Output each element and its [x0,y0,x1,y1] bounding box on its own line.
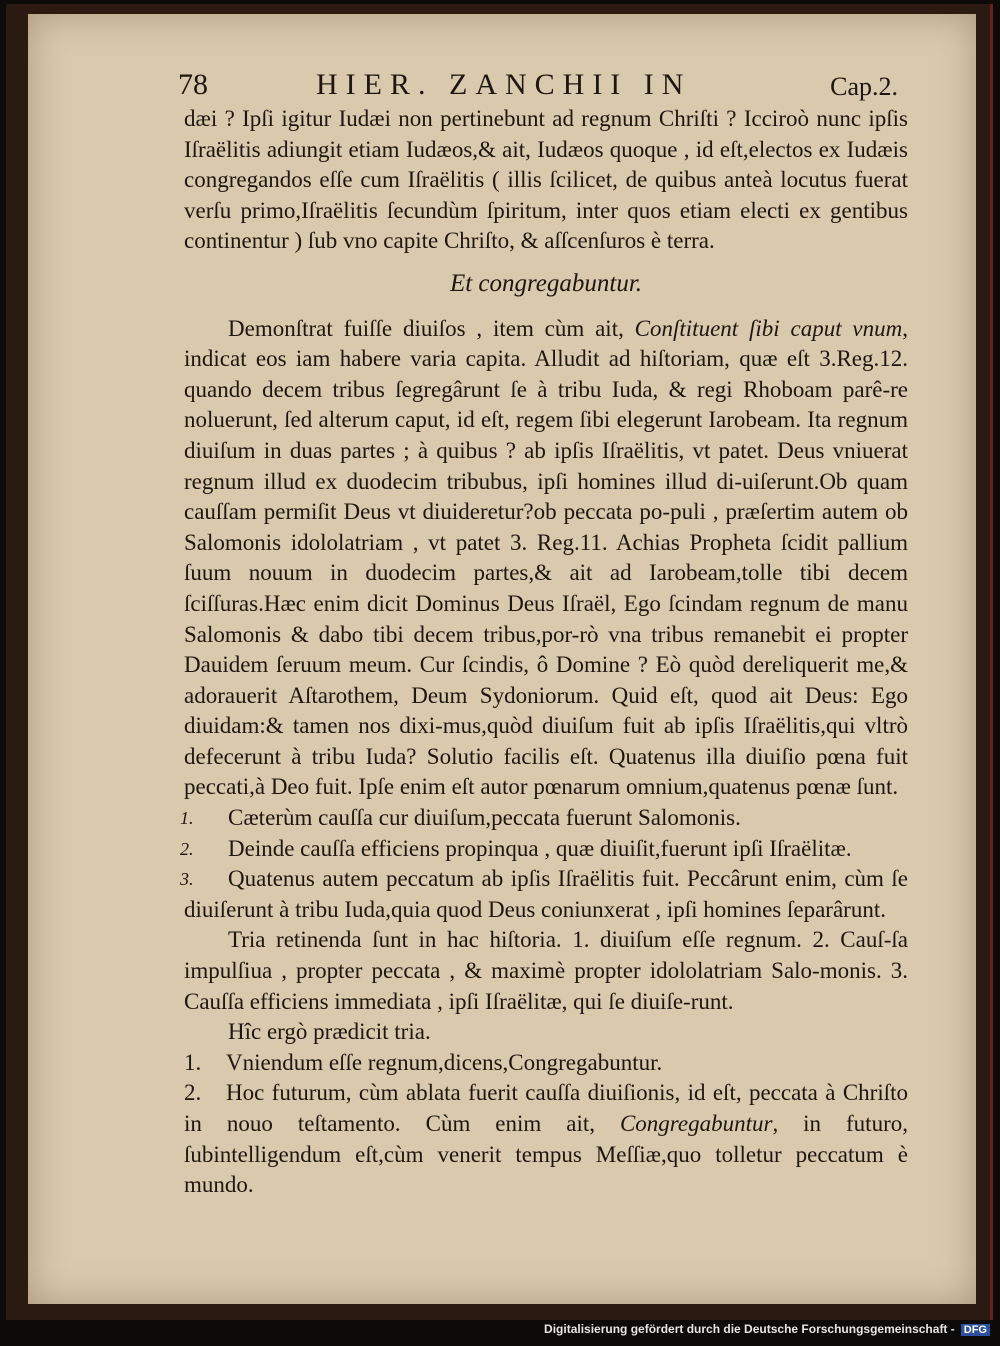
list-item-2 [184,1078,908,1200]
paragraph-2-text: Cæterùm cauſſa cur diuiſum,peccata fuerunt Salomonis. [228,805,741,831]
paragraph-1-rest: , indicat eos iam habere varia capita. Alludit ad hiſtoriam, quæ eſt 3.Reg.12. quando decem tribus ſegregârunt ſe à tribu Iuda, & regi Rhoboam parê-re noluerunt, ſed alterum caput, id eſt, regem ſibi elegerunt Iarobeam. Ita regnum diuiſum in duas partes ; à quibus ? ab ipſis Iſraëlitis, vt patet. Deus vniuerat regnum illud ex duodecim tribubus, ipſi homines illud di-uiſerunt.Ob quam cauſſam permiſit Deus vt diuideretur?ob peccata po-puli , præſertim autem ob Salomonis idololatriam , vt patet 3. Reg.11. Achias Propheta ſcidit pallium ſuum nouum in duodecim partes,& ait ad Iarobeam,tolle tibi decem ſciſſuras.Hæc enim dicit Dominus Deus Iſraël, Ego ſcindam regnum de manu Salomonis & dabo tibi decem tribus,por-rò vna tribus remanebit ei propter Dauidem ſeruum meum. Cur ſcindis, ô Domine ? Eò quòd dereliquerit me,& adorauerit Aſtarothem, Deum Sydoniorum. Quid eſt, quod ait Deus: Ego diuidam:& tamen nos dixi-mus,quòd diuiſum fuit ab ipſis Iſraëlitis,qui vltrò defecerunt à tribu Iuda? Solutio facilis eſt. Quatenus illa diuiſio pœna fuit peccati,à Deo fuit. Ipſe enim eſt autor pœnarum omnium,quatenus pœnæ ſunt. [184,315,908,800]
intro-paragraph: dæi ? Ipſi igitur Iudæi non pertinebunt ad regnum Chriſti ? Icciroò nunc ipſis Iſraëlitis adiungit etiam Iudæos,& ait, Iudæos quoque , id eſt,electos ex Iudæis congregandos eſſe cum Iſraëlitis ( illis ſcilicet, de quibus anteà locutus fuerat verſu primo,Iſraëlitis ſecundùm ſpiritum, inter quos etiam electi ex gentibus continentur ) ſub vno capite Chriſto, & aſſcenſuros è terra. [184,106,908,254]
list-item-1-number: 1. [184,1049,202,1075]
running-title: HIER. ZANCHII IN [316,68,692,101]
digitization-credit [544,1322,990,1338]
list-item-2-number: 2. [184,1080,202,1106]
margin-number-3: 3. [180,869,194,890]
paragraph-4-text: Quatenus autem peccatum ab ipſis Iſraëlitis fuit. Peccârunt enim, cùm ſe diuiſerunt à tribu Iuda,quia quod Deus coniunxerat , ipſi homines ſeparârunt. [184,866,908,922]
credit-text: Digitalisierung gefördert durch die Deutsche Forschungsgemeinschaft - [544,1322,955,1336]
list-item-1-text: Vniendum eſſe regnum,dicens,Congregabuntur. [226,1049,663,1075]
paragraph-2 [180,803,908,834]
dfg-logo: DFG [961,1324,990,1336]
margin-number-1: 1. [180,808,194,829]
list-item-2-quote: Congregabuntur [619,1111,773,1136]
body-text [180,104,908,1201]
paragraph-4 [180,864,908,925]
paragraph-3 [180,834,908,865]
list-item-2-rest: , in futuro, ſubintelligendum eſt,cùm venerit tempus Meſſiæ,quo tolletur peccatum è mundo. [184,1111,908,1198]
paragraph-3-text: Deinde cauſſa efficiens propinqua , quæ diuiſit,fuerunt ipſi Iſraëlitæ. [228,835,852,861]
running-head [178,62,898,106]
chapter-label: Cap.2. [830,72,898,101]
paragraph-1-quote: Conſtituent ſibi caput vnum [634,315,903,341]
paragraph-1-start: Demonſtrat fuiſſe diuiſos , item cùm ait, [228,315,635,341]
list-item-1 [184,1048,908,1079]
margin-number-2: 2. [180,838,194,859]
page-number: 78 [178,68,208,101]
paragraph-5: Tria retinenda ſunt in hac hiſtoria. 1. diuiſum eſſe regnum. 2. Cauſ-ſa impulſiua , propter peccata , & maximè propter idololatriam Salo-monis. 3. Cauſſa efficiens immediata , ipſi Iſraëlitæ, qui ſe diuiſe-runt. [184,927,908,1014]
section-heading: Et congregabuntur. [449,269,643,297]
list-item-2-start: Hoc futurum, cùm ablata fuerit cauſſa diuiſionis, id eſt, peccata à Chriſto in nouo teſtamento. Cùm enim ait, [184,1080,908,1136]
paragraph-1 [184,314,908,804]
paragraph-6: Hîc ergò prædicit tria. [228,1019,431,1045]
